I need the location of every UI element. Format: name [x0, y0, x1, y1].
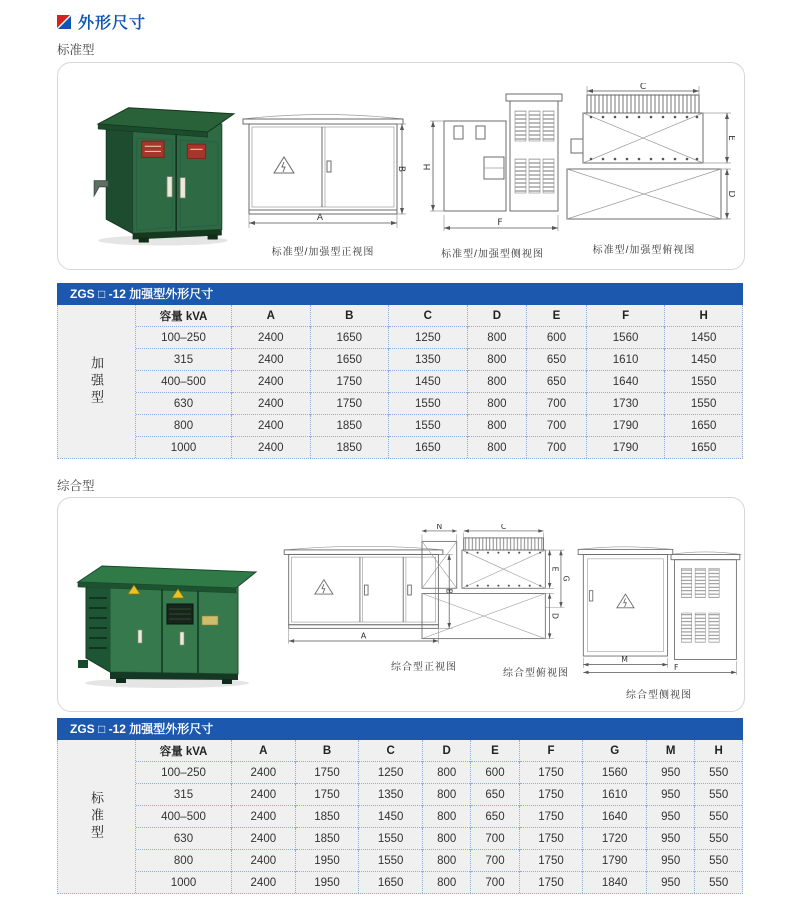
dimension-column-header: H: [665, 305, 742, 327]
dim-label-b: B: [444, 588, 455, 595]
door-handle: [180, 178, 185, 198]
dimension-cell: 1610: [586, 349, 665, 371]
dimension-cell: 1840: [583, 872, 647, 894]
standard-dimension-table: [136, 740, 742, 893]
dimension-cell: 650: [527, 371, 587, 393]
dimension-cell: 1450: [665, 349, 742, 371]
capacity-cell: 315: [136, 349, 232, 371]
dimension-column-header: F: [586, 305, 665, 327]
dimension-cell: 1850: [295, 828, 359, 850]
figure-standard-side: [420, 85, 565, 260]
dimension-cell: 550: [695, 806, 742, 828]
dimension-cell: 1450: [389, 371, 468, 393]
figure-standard-front: [238, 107, 408, 258]
dim-label-m: M: [621, 655, 628, 665]
dimension-cell: 1750: [519, 850, 583, 872]
capacity-cell: 800: [136, 850, 232, 872]
dimension-cell: 600: [471, 762, 519, 784]
capacity-cell: 630: [136, 828, 232, 850]
dimension-cell: 1730: [586, 393, 665, 415]
dim-label-c: C: [639, 83, 647, 92]
dimension-cell: 600: [527, 327, 587, 349]
dim-label-g: G: [561, 575, 571, 582]
dimension-cell: 1550: [359, 828, 423, 850]
dimension-cell: 1720: [583, 828, 647, 850]
table-row: [136, 437, 742, 459]
figure-caption: 综合型侧视图: [626, 690, 692, 701]
dim-label-d: D: [550, 613, 560, 620]
dimension-cell: 1850: [295, 806, 359, 828]
dimension-cell: 1650: [310, 327, 389, 349]
dimension-cell: 550: [695, 850, 742, 872]
dimension-cell: 1750: [519, 828, 583, 850]
dimension-cell: 1850: [310, 415, 389, 437]
dimension-cell: 1640: [586, 371, 665, 393]
door-handle: [327, 161, 331, 172]
dimension-column-header: D: [423, 740, 471, 762]
figure-caption: 综合型正视图: [391, 662, 457, 673]
reinforced-dimension-table: [136, 305, 742, 458]
dimension-cell: 800: [423, 850, 471, 872]
dimension-column-header: H: [695, 740, 742, 762]
capacity-cell: 630: [136, 393, 232, 415]
table-row: [136, 327, 742, 349]
dimension-cell: 950: [647, 806, 695, 828]
header-row: [136, 305, 742, 327]
dimension-cell: 550: [695, 762, 742, 784]
dimension-cell: 800: [423, 806, 471, 828]
dimension-column-header: C: [359, 740, 423, 762]
warning-label-sticker: [187, 144, 205, 158]
dimension-cell: 700: [527, 415, 587, 437]
dim-label-d: D: [726, 190, 735, 198]
dimension-cell: 1250: [359, 762, 423, 784]
dimension-cell: 950: [647, 784, 695, 806]
dimension-cell: 800: [423, 828, 471, 850]
header-row: [136, 740, 742, 762]
dimension-cell: 650: [471, 784, 519, 806]
panel-standard: [57, 62, 745, 270]
dimension-cell: 800: [423, 872, 471, 894]
transformer-tank: [444, 121, 506, 211]
table-row: [136, 850, 742, 872]
figure-caption: 标准型/加强型正视图: [271, 247, 375, 258]
capacity-cell: 1000: [136, 437, 232, 459]
dimension-cell: 800: [467, 327, 527, 349]
dimension-cell: 1750: [519, 784, 583, 806]
dimension-cell: 800: [467, 371, 527, 393]
figure-comprehensive-side: [573, 536, 745, 701]
dimension-cell: 2400: [232, 349, 311, 371]
dimension-cell: 1750: [295, 784, 359, 806]
dimension-column-header: B: [295, 740, 359, 762]
dimension-cell: 1550: [359, 850, 423, 872]
table-row: [136, 371, 742, 393]
dimension-cell: 1550: [389, 393, 468, 415]
dimension-column-header: A: [232, 740, 296, 762]
dim-label-h: H: [423, 163, 433, 171]
door-handle: [589, 591, 592, 601]
dimension-cell: 2400: [232, 393, 311, 415]
page-title: 外形尺寸: [78, 15, 147, 32]
dimension-cell: 1250: [389, 327, 468, 349]
section-label-comprehensive: 综合型: [57, 479, 95, 493]
page-title-row: [57, 10, 146, 33]
dimension-cell: 700: [527, 437, 587, 459]
dimension-column-header: D: [467, 305, 527, 327]
dimension-cell: 550: [695, 872, 742, 894]
dimension-cell: 650: [527, 349, 587, 371]
warning-label-sticker: [142, 141, 164, 157]
dimension-cell: 1650: [389, 437, 468, 459]
dimension-column-header: A: [232, 305, 311, 327]
dimension-cell: 1650: [665, 415, 742, 437]
dimension-column-header: E: [471, 740, 519, 762]
section-diamond-icon: [57, 15, 71, 29]
dimensions-table-reinforced: [57, 283, 743, 459]
dimension-cell: 2400: [232, 371, 311, 393]
capacity-column-header: 容量 kVA: [159, 745, 208, 758]
row-group-label: 标准型: [58, 740, 136, 893]
dimension-column-header: C: [389, 305, 468, 327]
dimension-cell: 1850: [310, 437, 389, 459]
dimension-cell: 950: [647, 872, 695, 894]
dimension-cell: 1550: [665, 393, 742, 415]
product-photo-standard: [86, 81, 238, 254]
dimension-cell: 2400: [232, 850, 296, 872]
dimension-cell: 650: [471, 806, 519, 828]
dim-label-e: E: [550, 566, 560, 572]
dimension-cell: 1750: [295, 762, 359, 784]
dimension-cell: 1450: [359, 806, 423, 828]
dim-label-e: E: [726, 135, 735, 141]
door-handle: [138, 630, 142, 643]
dimension-cell: 950: [647, 762, 695, 784]
dimension-cell: 1790: [586, 437, 665, 459]
dimension-cell: 800: [467, 349, 527, 371]
dimension-cell: 2400: [232, 828, 296, 850]
dimension-cell: 2400: [232, 784, 296, 806]
dim-label-n: N: [436, 524, 443, 532]
panel-comprehensive: [57, 497, 745, 712]
dim-label-b: B: [396, 165, 406, 173]
comprehensive-cabinet-photo: [72, 542, 262, 692]
dim-label-c: C: [500, 524, 507, 532]
dimension-cell: 1790: [586, 415, 665, 437]
dimension-cell: 1450: [665, 327, 742, 349]
figure-caption: 综合型俯视图: [503, 668, 569, 679]
table-row: [136, 393, 742, 415]
dimension-cell: 1640: [583, 806, 647, 828]
dimension-cell: 1750: [519, 806, 583, 828]
dimension-cell: 2400: [232, 415, 311, 437]
dimension-cell: 1650: [359, 872, 423, 894]
table-title-bar: ZGS □ -12 加强型外形尺寸: [57, 283, 743, 305]
dimension-cell: 700: [471, 850, 519, 872]
dimension-column-header: B: [310, 305, 389, 327]
dimension-cell: 1550: [389, 415, 468, 437]
dimension-cell: 1560: [586, 327, 665, 349]
dimension-cell: 950: [647, 850, 695, 872]
table-row: [136, 349, 742, 371]
figure-standard-top: [553, 83, 735, 256]
capacity-column-header: 容量 kVA: [159, 310, 208, 323]
dimension-cell: 2400: [232, 327, 311, 349]
dimension-cell: 800: [423, 784, 471, 806]
dimension-column-header: G: [583, 740, 647, 762]
capacity-cell: 100–250: [136, 762, 232, 784]
dimension-cell: 550: [695, 784, 742, 806]
dim-label-a: A: [316, 213, 324, 223]
table-row: [136, 828, 742, 850]
figure-caption: 标准型/加强型俯视图: [592, 245, 696, 256]
dimension-cell: 1350: [359, 784, 423, 806]
dimension-cell: 800: [467, 415, 527, 437]
dim-label-f: F: [673, 662, 679, 672]
row-group-label: 加强型: [58, 305, 136, 458]
dimension-cell: 950: [647, 828, 695, 850]
dimension-column-header: E: [527, 305, 587, 327]
door-handle: [180, 632, 184, 645]
capacity-cell: 315: [136, 784, 232, 806]
dimension-cell: 1750: [310, 393, 389, 415]
dim-label-a: A: [360, 630, 367, 641]
dimension-cell: 1750: [310, 371, 389, 393]
dimension-cell: 700: [471, 872, 519, 894]
figure-caption: 标准型/加强型侧视图: [441, 249, 544, 260]
dimension-cell: 700: [471, 828, 519, 850]
dimension-cell: 550: [695, 828, 742, 850]
dimension-cell: 800: [467, 393, 527, 415]
capacity-cell: 100–250: [136, 327, 232, 349]
door-handle: [364, 585, 368, 595]
capacity-cell: 400–500: [136, 806, 232, 828]
dimension-cell: 1750: [519, 872, 583, 894]
capacity-cell: 1000: [136, 872, 232, 894]
section-label-standard: 标准型: [57, 43, 95, 57]
capacity-cell: 800: [136, 415, 232, 437]
dimension-cell: 1610: [583, 784, 647, 806]
dimension-cell: 800: [467, 437, 527, 459]
dimension-cell: 1750: [519, 762, 583, 784]
table-row: [136, 872, 742, 894]
table-row: [136, 784, 742, 806]
dimension-cell: 1560: [583, 762, 647, 784]
dimension-cell: 700: [527, 393, 587, 415]
cabinet-side-panel: [106, 118, 132, 234]
nameplate: [202, 616, 218, 625]
product-photo-comprehensive: [72, 542, 262, 697]
table-title-bar: ZGS □ -12 加强型外形尺寸: [57, 718, 743, 740]
dim-label-f: F: [497, 218, 503, 228]
dimension-cell: 1550: [665, 371, 742, 393]
table-row: [136, 762, 742, 784]
dimension-cell: 2400: [232, 872, 296, 894]
dimension-cell: 1790: [583, 850, 647, 872]
dimensions-table-standard: [57, 718, 743, 894]
door-handle: [167, 177, 172, 197]
dimension-cell: 2400: [232, 762, 296, 784]
dimension-cell: 1650: [310, 349, 389, 371]
dimension-cell: 2400: [232, 437, 311, 459]
capacity-cell: 400–500: [136, 371, 232, 393]
dimension-cell: 1950: [295, 850, 359, 872]
transformer-end-panel: [86, 578, 110, 672]
dimension-cell: 2400: [232, 806, 296, 828]
figure-comprehensive-top: [403, 524, 573, 679]
dimension-cell: 1650: [665, 437, 742, 459]
table-row: [136, 415, 742, 437]
table-row: [136, 806, 742, 828]
standard-cabinet-photo: [86, 81, 238, 249]
cabinet-front-panel: [133, 118, 222, 234]
dimension-cell: 1350: [389, 349, 468, 371]
dimension-cell: 1950: [295, 872, 359, 894]
dimension-cell: 800: [423, 762, 471, 784]
dimension-column-header: M: [647, 740, 695, 762]
dimension-column-header: F: [519, 740, 583, 762]
